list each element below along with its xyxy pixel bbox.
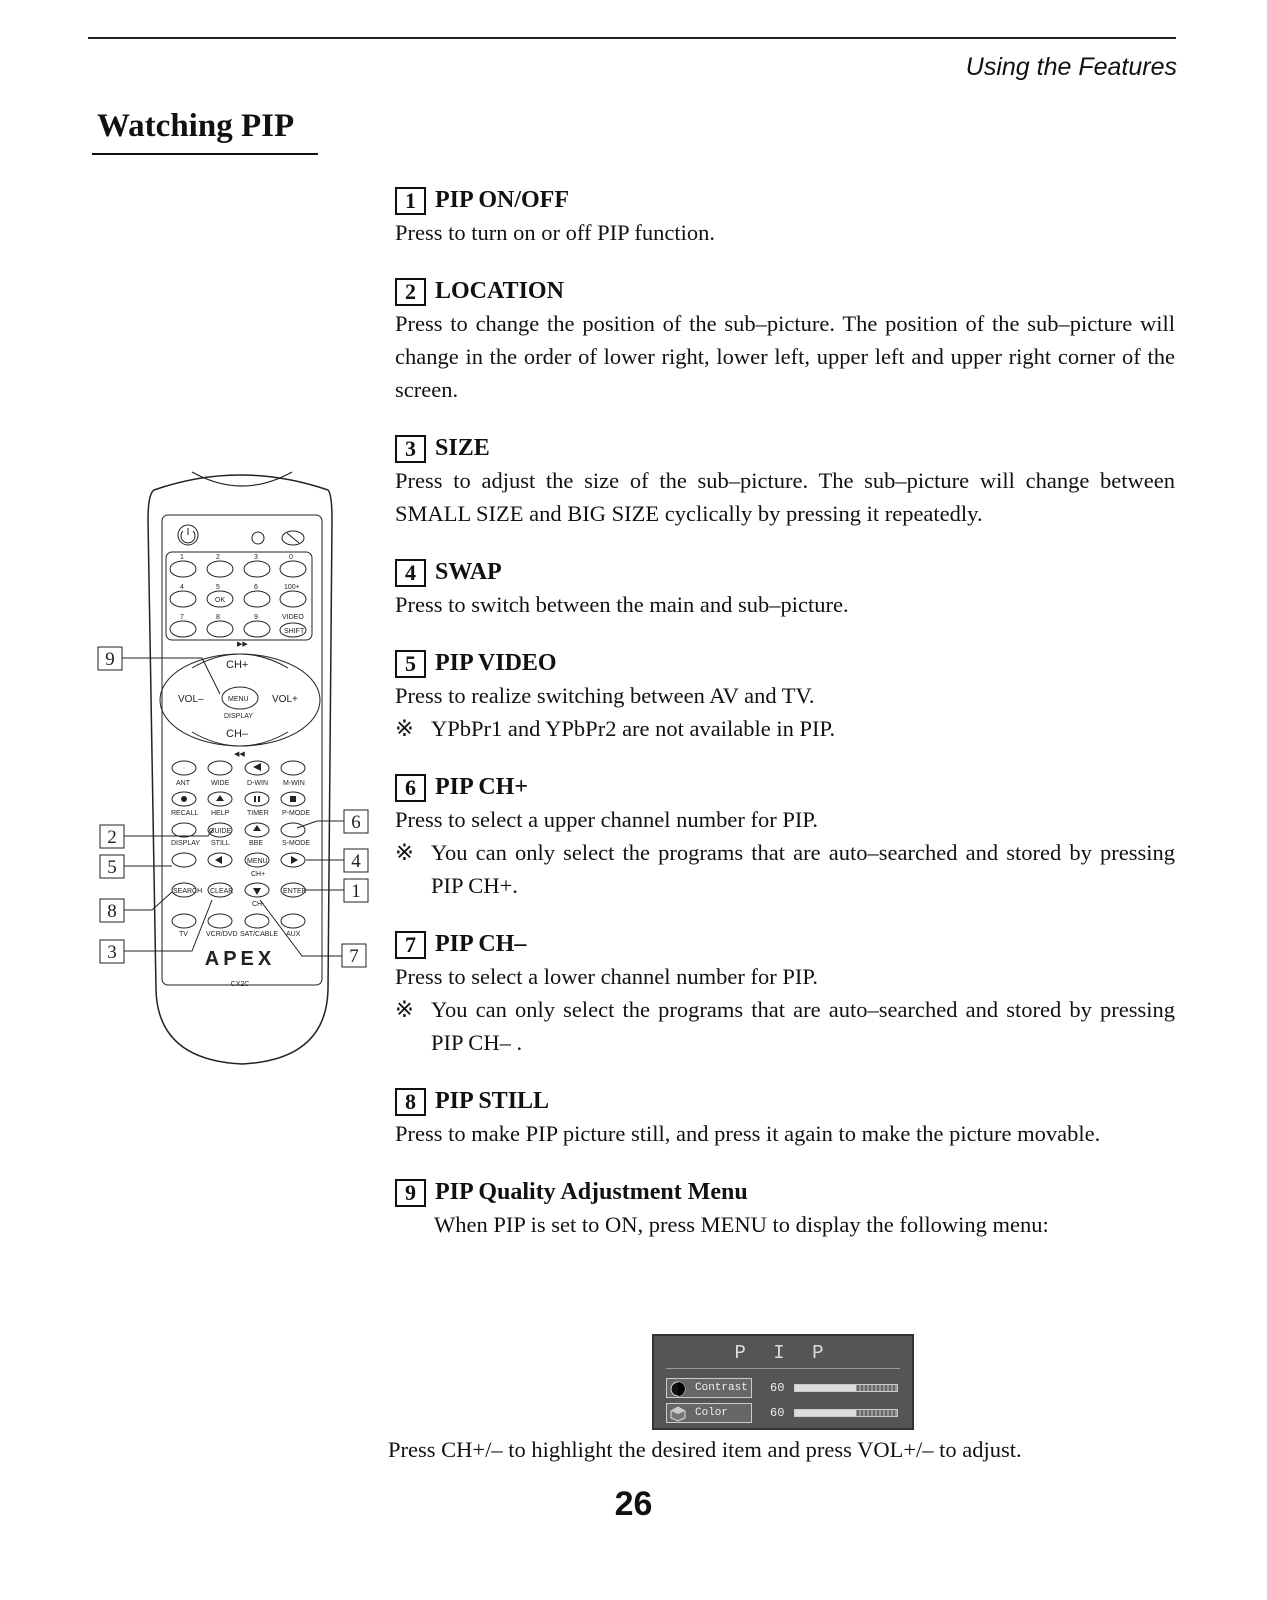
- p-mode-label: P-MODE: [282, 810, 310, 817]
- pause-icon: [258, 796, 260, 802]
- timer-label: TIMER: [247, 810, 269, 817]
- digit-label-video: VIDEO: [282, 614, 304, 621]
- vol-down-label: VOL–: [178, 694, 204, 705]
- number-box: 4: [395, 559, 426, 587]
- pip-menu-title: P I P: [734, 1342, 832, 1364]
- section-header: Using the Features: [965, 53, 1177, 81]
- section-pip-onoff: [395, 185, 1175, 249]
- digit-label-5: 5: [216, 584, 220, 591]
- section-body: Press to turn on or off PIP function.: [395, 220, 715, 245]
- feature-list: [395, 185, 1175, 1268]
- pip-menu-item-contrast: [666, 1378, 902, 1398]
- section-heading: PIP VIDEO: [435, 650, 557, 676]
- s-mode-label: S-MODE: [282, 840, 310, 847]
- menu-item-text: Contrast: [695, 1382, 748, 1394]
- section-heading: PIP STILL: [435, 1088, 550, 1114]
- section-swap: [395, 557, 1175, 621]
- pip-menu-screenshot: [652, 1334, 914, 1430]
- stop-icon: [290, 796, 296, 802]
- d-win-label: D-WIN: [247, 780, 268, 787]
- display-label-2: DISPLAY: [171, 840, 201, 847]
- clear-label: CLEAR: [210, 888, 234, 895]
- section-pip-quality-menu: [395, 1177, 1175, 1241]
- number-box: 8: [395, 1088, 426, 1116]
- digit-label-8: 8: [216, 614, 220, 621]
- sat-cable-label: SAT/CABLE: [240, 931, 278, 938]
- ok-label: OK: [215, 597, 226, 604]
- page-number: 26: [614, 1485, 653, 1523]
- color-icon: [670, 1406, 686, 1422]
- callout-label-1: 1: [351, 881, 361, 902]
- section-body: When PIP is set to ON, press MENU to display the following menu:: [434, 1212, 1049, 1237]
- digit-label-3: 3: [254, 554, 258, 561]
- digit-label-9: 9: [254, 614, 258, 621]
- record-icon: [181, 796, 187, 802]
- tv-label: TV: [179, 931, 188, 938]
- enter-label: ENTER: [283, 888, 307, 895]
- callout-label-3: 3: [107, 942, 117, 963]
- section-body: Press to realize switching between AV and TV.: [395, 683, 815, 708]
- pause-icon: [254, 796, 256, 802]
- section-note: [395, 993, 1175, 1059]
- section-pip-ch-plus: [395, 772, 1175, 902]
- guide-label: GUIDE: [209, 828, 232, 835]
- callout-label-6: 6: [351, 812, 361, 833]
- section-pip-still: [395, 1086, 1175, 1150]
- section-body: Press to make PIP picture still, and press it again to make the picture movable.: [395, 1121, 1101, 1146]
- number-box: 9: [395, 1179, 426, 1207]
- note-mark: ※: [395, 716, 414, 741]
- section-body: Press to change the position of the sub–picture. The position of the sub–picture will change in the order of lower right, lower left, upper left and upper right corner of the screen.: [395, 311, 1175, 402]
- digit-label-0: 0: [289, 554, 293, 561]
- menu-item-label: [666, 1378, 752, 1398]
- menu-item-value: 60: [770, 1406, 785, 1420]
- display-label: DISPLAY: [224, 713, 254, 720]
- aux-label: AUX: [286, 931, 301, 938]
- menu-item-value: 60: [770, 1381, 785, 1395]
- ch-plus-label-2: CH+: [251, 871, 266, 878]
- number-box: 1: [395, 187, 426, 215]
- digit-label-7: 7: [180, 614, 184, 621]
- menu-item-label: [666, 1403, 752, 1423]
- note-text: YPbPr1 and YPbPr2 are not available in PIP.: [431, 716, 836, 741]
- top-rule: [88, 37, 1176, 39]
- vcr-dvd-label: VCR/DVD: [206, 931, 238, 938]
- number-box: 5: [395, 650, 426, 678]
- digit-label-1: 1: [180, 554, 184, 561]
- bbe-label: BBE: [249, 840, 264, 847]
- section-size: [395, 433, 1175, 530]
- recall-label: RECALL: [171, 810, 199, 817]
- callout-label-9: 9: [105, 649, 115, 670]
- wide-label: WIDE: [211, 780, 230, 787]
- digit-label-6: 6: [254, 584, 258, 591]
- section-heading: PIP ON/OFF: [435, 187, 569, 213]
- number-box: 6: [395, 774, 426, 802]
- section-note: [395, 836, 1175, 902]
- callout-label-4: 4: [351, 851, 361, 872]
- rewind-icon: ◀◀: [234, 751, 245, 758]
- section-heading: PIP CH+: [435, 774, 529, 800]
- note-mark: ※: [395, 997, 414, 1022]
- still-label: STILL: [211, 840, 230, 847]
- footer-instruction: Press CH+/– to highlight the desired item and press VOL+/– to adjust.: [388, 1437, 1022, 1462]
- shift-label: SHIFT: [284, 628, 305, 635]
- section-body: Press to switch between the main and sub–picture.: [395, 592, 849, 617]
- section-heading: PIP Quality Adjustment Menu: [435, 1179, 748, 1205]
- level-fill: [795, 1410, 856, 1416]
- digit-label-4: 4: [180, 584, 184, 591]
- digit-label-100: 100+: [284, 584, 300, 591]
- callout-label-8: 8: [107, 901, 117, 922]
- section-heading: LOCATION: [435, 278, 564, 304]
- section-note: [395, 712, 1175, 745]
- menu-label: MENU: [228, 696, 249, 703]
- callout-label-5: 5: [107, 857, 117, 878]
- model-label: CX2C: [230, 981, 250, 988]
- number-box: 7: [395, 931, 426, 959]
- m-win-label: M-WIN: [283, 780, 305, 787]
- ch-down-label: CH–: [226, 728, 249, 740]
- page-title: Watching PIP: [97, 108, 295, 144]
- section-heading: PIP CH–: [435, 931, 527, 957]
- vol-up-label: VOL+: [272, 694, 298, 705]
- note-text: You can only select the programs that are auto–searched and stored by pressing PIP CH– .: [431, 997, 1175, 1055]
- menu-item-text: Color: [695, 1407, 729, 1419]
- section-heading: SIZE: [435, 435, 490, 461]
- search-label: SEARCH: [173, 888, 203, 895]
- pip-menu-item-color: [666, 1403, 902, 1423]
- callout-label-2: 2: [107, 827, 117, 848]
- level-fill: [795, 1385, 856, 1391]
- title-underline: [92, 153, 318, 155]
- remote-control-illustration: [92, 460, 382, 1075]
- section-body: Press to select a upper channel number for PIP.: [395, 807, 819, 832]
- callout-label-7: 7: [349, 946, 359, 967]
- section-body: Press to select a lower channel number for PIP.: [395, 964, 819, 989]
- level-bar: [794, 1409, 898, 1417]
- level-bar: [794, 1384, 898, 1392]
- fast-forward-icon: ▶▶: [237, 641, 248, 648]
- section-pip-ch-minus: [395, 929, 1175, 1059]
- ant-label: ANT: [176, 780, 190, 787]
- section-heading: SWAP: [435, 559, 502, 585]
- section-location: [395, 276, 1175, 406]
- help-label: HELP: [211, 810, 230, 817]
- ch-up-label: CH+: [226, 659, 249, 671]
- note-text: You can only select the programs that are auto–searched and stored by pressing PIP CH+.: [431, 840, 1175, 898]
- section-pip-video: [395, 648, 1175, 745]
- note-mark: ※: [395, 840, 414, 865]
- contrast-icon: [670, 1381, 686, 1397]
- menu-label-2: MENU: [247, 858, 268, 865]
- number-box: 2: [395, 278, 426, 306]
- digit-label-2: 2: [216, 554, 220, 561]
- brand-logo: APEX: [204, 948, 276, 970]
- pip-menu-divider: [666, 1368, 900, 1369]
- section-body: Press to adjust the size of the sub–picture. The sub–picture will change between SMALL SIZE and BIG SIZE cyclically by pressing it repeatedly.: [395, 468, 1175, 526]
- number-box: 3: [395, 435, 426, 463]
- ch-minus-label-2: CH-: [252, 901, 265, 908]
